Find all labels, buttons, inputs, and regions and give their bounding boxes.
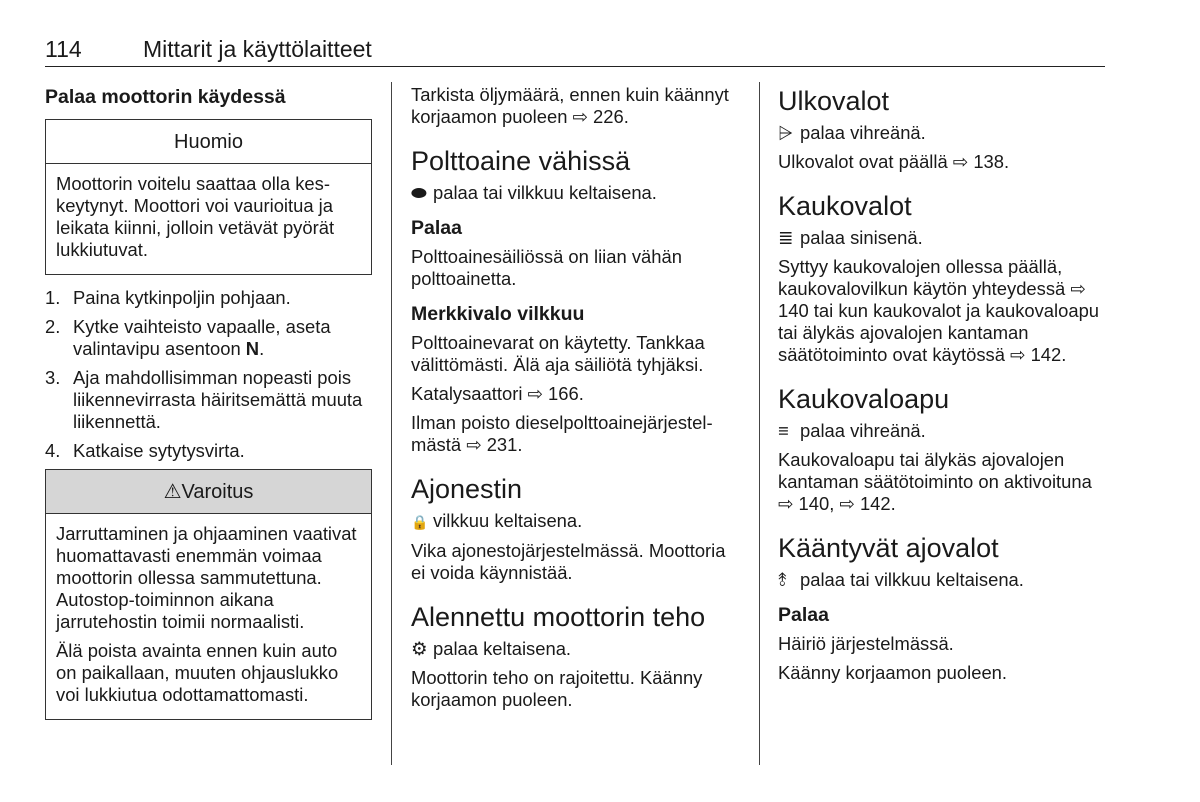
list-item: 1. Paina kytkinpoljin pohjaan. <box>45 287 291 308</box>
notice-box <box>45 119 372 275</box>
notice-title: Huomio <box>46 120 371 164</box>
header-rule <box>45 66 1105 67</box>
engine-power-icon: ⚙ <box>411 638 428 659</box>
high-beam-section: Kaukovalot ≣ palaa sinisenä. Syttyy kaukovalojen ollessa päällä, kaukovalovilkun käytön yhteydessä ⇨ 140 tai kun kaukovalot ja kaukovaloapu tai älykäs ajovalojen kantaman säätötoiminto ovat käytössä ⇨ 142. <box>778 191 1108 366</box>
warning-title: ⚠Varoitus <box>46 470 371 514</box>
page-header <box>45 36 372 63</box>
fuel-section: Polttoaine vähissä ⬬ palaa tai vilkkuu keltaisena. Palaa Polttoainesäiliössä on liian vähän polttoainetta. Merkkivalo vilkkuu Polttoainevarat on käytetty. Tankkaa välittömästi. Älä aja säiliötä tyhjäksi. Katalysaattori ⇨ 166. Ilman poisto dieselpolttoainejärjestelmästä ⇨ 231. <box>411 146 741 456</box>
list-item: 3. Aja mahdollisimman nopeasti pois liikennevirrasta häiritsemättä muuta liikennettä. <box>45 367 363 432</box>
immobiliser-text: Vika ajonestojärjestelmässä. Moottoria ei voida käynnistää. <box>411 540 726 583</box>
cornering-text-1: Häiriö järjestelmässä. <box>778 633 954 654</box>
high-beam-assist-title: Kaukovaloapu <box>778 384 950 414</box>
oil-check-text: Tarkista öljymäärä, ennen kuin käännyt korjaamon puoleen ⇨ 226. <box>411 84 729 127</box>
exterior-lights-section: Ulkovalot ⩥ palaa vihreänä. Ulkovalot ovat päällä ⇨ 138. <box>778 86 1108 173</box>
cornering-lights-section: Kääntyvät ajovalot ⥉ palaa tai vilkkuu keltaisena. Palaa Häiriö järjestelmässä. Käänny korjaamon puoleen. <box>778 533 1108 684</box>
fuel-text-4: Ilman poisto dieselpolttoainejärjestelmästä ⇨ 231. <box>411 412 713 455</box>
high-beam-assist-icon: ≡ <box>778 420 789 441</box>
warning-text-1: Jarruttaminen ja ohjaaminen vaativat huomattavasti enemmän voimaa moottorin ollessa sammutettuna. Autostop-toiminnon aikana jarrutehostin toimii normaalisti. <box>56 523 357 632</box>
section-heading: Palaa moottorin käydessä <box>45 86 286 108</box>
lock-icon: 🔒 <box>411 514 429 530</box>
high-beam-text: Syttyy kaukovalojen ollessa päällä, kaukovalovilkun käytön yhteydessä ⇨ 140 tai kun kaukovalot ja kaukovaloapu tai älykäs ajovalojen kantaman säätötoiminto ovat käytössä ⇨ 142. <box>778 256 1100 365</box>
column-divider-2 <box>759 82 760 765</box>
fuel-text-1: Polttoainesäiliössä on liian vähän polttoainetta. <box>411 246 682 289</box>
chapter-title: Mittarit ja käyttölaitteet <box>143 36 372 62</box>
exterior-light-icon: ⩥ <box>778 122 793 143</box>
fuel-text-2: Polttoainevarat on käytetty. Tankkaa välittömästi. Älä aja säiliötä tyhjäksi. <box>411 332 705 375</box>
warning-icon: ⚠ <box>163 481 182 503</box>
column-1 <box>45 86 372 720</box>
fuel-sub-lit: Palaa <box>411 217 462 239</box>
fuel-sub-flash: Merkkivalo vilkkuu <box>411 303 585 325</box>
high-beam-assist-text: Kaukovaloapu tai älykäs ajovalojen kantaman säätötoiminto on aktivoituna ⇨ 140, ⇨ 142. <box>778 449 1092 514</box>
immobiliser-title: Ajonestin <box>411 474 523 504</box>
column-divider-1 <box>391 82 392 765</box>
exterior-lights-title: Ulkovalot <box>778 86 890 116</box>
warning-text-2: Älä poista avainta ennen kuin auto on paikallaan, muuten ohjauslukko voi lukkiutua odottamattomasti. <box>56 640 339 705</box>
fuel-text-3: Katalysaattori ⇨ 166. <box>411 383 584 404</box>
cornering-light-icon: ⥉ <box>778 569 787 590</box>
high-beam-icon: ≣ <box>778 227 794 248</box>
column-2 <box>411 84 741 718</box>
cornering-sub-lit: Palaa <box>778 604 829 626</box>
fuel-title: Polttoaine vähissä <box>411 146 631 176</box>
high-beam-assist-section: Kaukovaloapu ≡ palaa vihreänä. Kaukovaloapu tai älykäs ajovalojen kantaman säätötoiminto on aktivoituna ⇨ 140, ⇨ 142. <box>778 384 1108 515</box>
power-title: Alennettu moottorin teho <box>411 602 706 632</box>
step-list <box>45 287 372 462</box>
power-section: Alennettu moottorin teho ⚙ palaa keltaisena. Moottorin teho on rajoitettu. Käänny korjaamon puoleen. <box>411 602 741 711</box>
page-number: 114 <box>45 36 82 62</box>
notice-text: Moottorin voitelu saattaa olla keskeytynyt. Moottori voi vaurioitua ja leikata kiinni, jolloin vetävät pyörät lukkiutuvat. <box>56 173 335 260</box>
fuel-warning-icon: ⬬ <box>411 182 427 203</box>
power-text: Moottorin teho on rajoitettu. Käänny korjaamon puoleen. <box>411 667 703 710</box>
exterior-lights-text: Ulkovalot ovat päällä ⇨ 138. <box>778 151 1010 172</box>
cornering-text-2: Käänny korjaamon puoleen. <box>778 662 1008 683</box>
column-3 <box>778 86 1108 691</box>
warning-box <box>45 469 372 720</box>
list-item: 4. Katkaise sytytysvirta. <box>45 440 245 461</box>
high-beam-title: Kaukovalot <box>778 191 912 221</box>
immobiliser-section: Ajonestin 🔒 vilkkuu keltaisena. Vika ajonestojärjestelmässä. Moottoria ei voida käynnistää. <box>411 474 741 584</box>
cornering-lights-title: Kääntyvät ajovalot <box>778 533 999 563</box>
list-item: 2. Kytke vaihteisto vapaalle, aseta valintavipu asentoon N. <box>45 316 331 359</box>
